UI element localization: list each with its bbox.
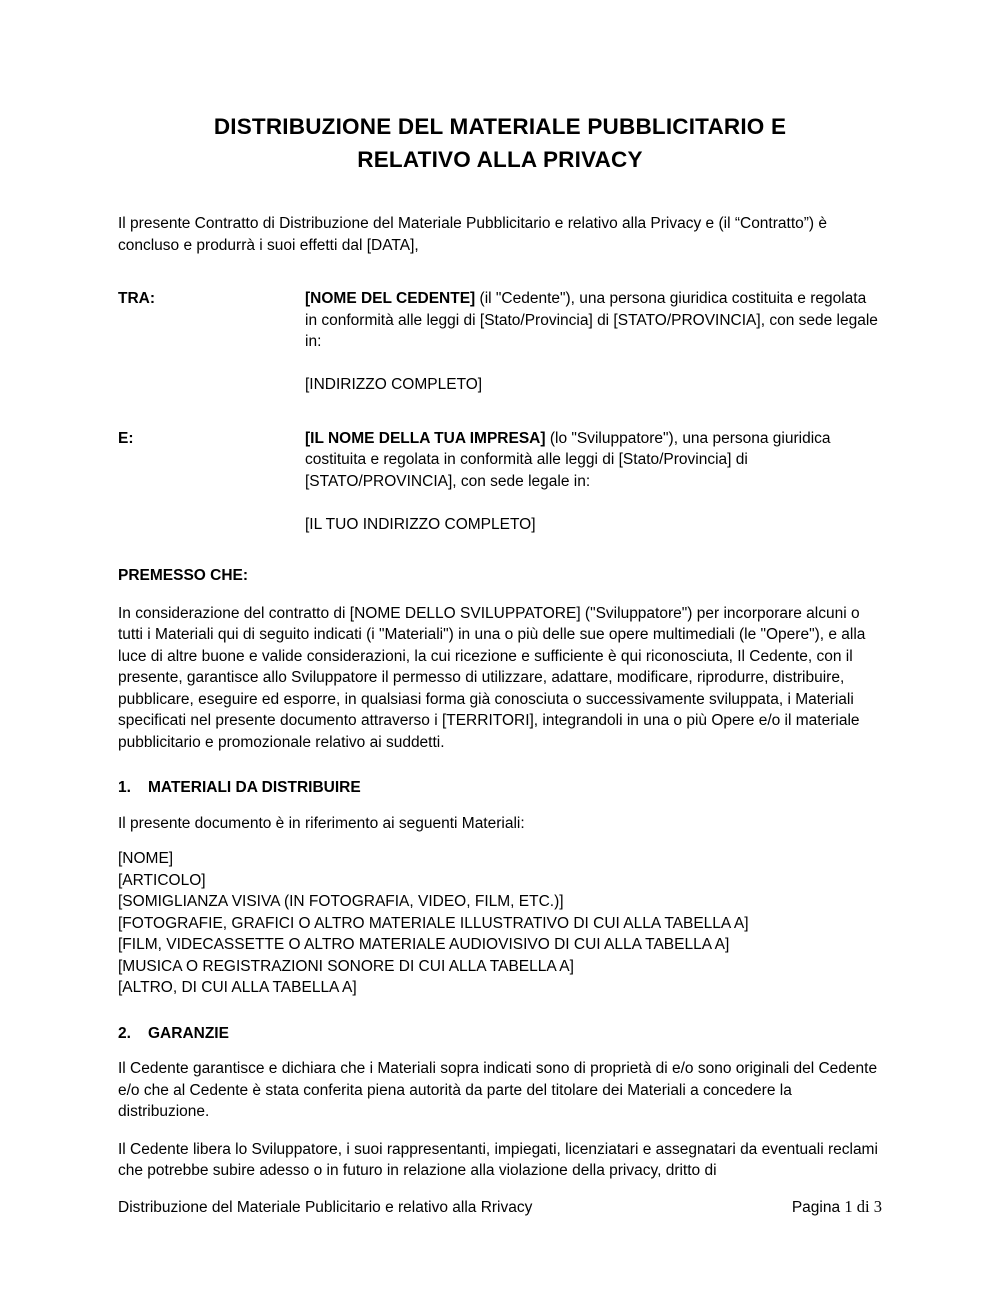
party-tra-address: [INDIRIZZO COMPLETO] (305, 376, 483, 393)
section-2-paragraph: Il Cedente garantisce e dichiara che i Materiali sopra indicati sono di proprietà di e/o sono originali del Cedente e/o che al Cedente è stata conferita piena autorità da parte del titolare dei Materiali a concedere la distribuzione. (118, 1060, 878, 1120)
premesso-heading: PREMESSO CHE: (118, 567, 249, 584)
materials-item: [FOTOGRAFIE, GRAFICI O ALTRO MATERIALE ILLUSTRATIVO DI CUI ALLA TABELLA A] (118, 914, 749, 932)
section-1-heading-text: MATERIALI DA DISTRIBUIRE (148, 779, 361, 796)
materials-item: [MUSICA O REGISTRAZIONI SONORE DI CUI ALLA TABELLA A] (118, 957, 574, 975)
footer-page-label: Pagina (791, 1199, 841, 1216)
section-1-intro: Il presente documento è in riferimento ai seguenti Materiali: (118, 814, 525, 832)
section-1-heading (118, 777, 882, 799)
section-2-paragraph: Il Cedente libera lo Sviluppatore, i suoi rappresentanti, impiegati, licenziatari e assegnatari da eventuali reclami che potrebbe subire adesso o in futuro in relazione alla violazione della privacy, dritto di (118, 1140, 878, 1179)
document-content (118, 0, 882, 1182)
party-e-name: [IL NOME DELLA TUA IMPRESA] (305, 429, 546, 447)
footer-page-number (792, 1196, 882, 1219)
premesso-body: In considerazione del contratto di [NOME DELLO SVILUPPATORE] ("Sviluppatore") per incorporare alcuni o tutti i Materiali qui di seguito indicati (i "Materiali") in una o più delle sue opere multimediali (le "Opere"), e alla luce di altre buone e valide considerazioni, la cui ricezione e sufficiente è qui riconosciuta, Il Cedente, con il presente, garantisce allo Sviluppatore il permesso di utilizzare, adattare, modificare, riprodurre, distribuire, pubblicare, eseguire ed esporre, in qualsiasi forma già conosciuta o successivamente sviluppata, i Materiali specificati nel presente documento attraverso i [TERRITORI], integrandoli in una o più Opere e/o il materiale pubblicitario e promozionale relativo ai suddetti. (118, 604, 866, 751)
party-row-e (118, 428, 882, 536)
document-title-line2: RELATIVO ALLA PRIVACY (357, 147, 643, 172)
footer-document-title: Distribuzione del Materiale Publicitario e relativo alla Rrivacy (118, 1199, 533, 1216)
party-tra-content (305, 288, 882, 396)
materials-item: [ALTRO, DI CUI ALLA TABELLA A] (118, 979, 357, 996)
party-e-description (305, 428, 882, 493)
party-e-desc-text: (lo "Sviluppatore"), una persona giuridica costituita e regolata in conformità alle leggi di [Stato/Provincia] di [STATO/PROVINCIA], con sede legale in: (305, 429, 831, 490)
party-tra-name: [NOME DEL CEDENTE] (305, 290, 476, 307)
section-2-heading-text: GARANZIE (148, 1024, 229, 1042)
document-title-line1: DISTRIBUZIONE DEL MATERIALE PUBBLICITARIO E (213, 114, 787, 139)
intro-paragraph: Il presente Contratto di Distribuzione del Materiale Pubblicitario e relativo alla Privacy e (il “Contratto”) è concluso e produrrà i suoi effetti dal [DATA], (118, 215, 828, 254)
party-e-content (305, 428, 882, 536)
section-2-number: 2. (118, 1024, 131, 1042)
party-tra-label: TRA: (118, 290, 156, 307)
materials-item: [NOME] (118, 850, 174, 867)
materials-item: [FILM, VIDECASSETTE O ALTRO MATERIALE AUDIOVISIVO DI CUI ALLA TABELLA A] (118, 936, 730, 953)
page-footer (118, 1196, 882, 1219)
footer-page-value: 1 di 3 (844, 1197, 882, 1216)
party-tra-desc-text: (il "Cedente"), una persona giuridica costituita e regolata in conformità alle leggi di [Stato/Provincia] di [STATO/PROVINCIA], con sede legale in: (305, 290, 878, 350)
party-row-tra (118, 288, 882, 396)
section-1-number: 1. (118, 779, 131, 796)
materials-item: [ARTICOLO] (118, 871, 206, 889)
party-tra-description (305, 288, 882, 353)
party-e-address: [IL TUO INDIRIZZO COMPLETO] (305, 515, 536, 533)
section-2-heading (118, 1023, 882, 1045)
materials-list (118, 848, 882, 999)
materials-item: [SOMIGLIANZA VISIVA (IN FOTOGRAFIA, VIDEO, FILM, ETC.)] (118, 893, 564, 910)
document-title (118, 110, 882, 176)
party-e-label: E: (118, 429, 134, 447)
